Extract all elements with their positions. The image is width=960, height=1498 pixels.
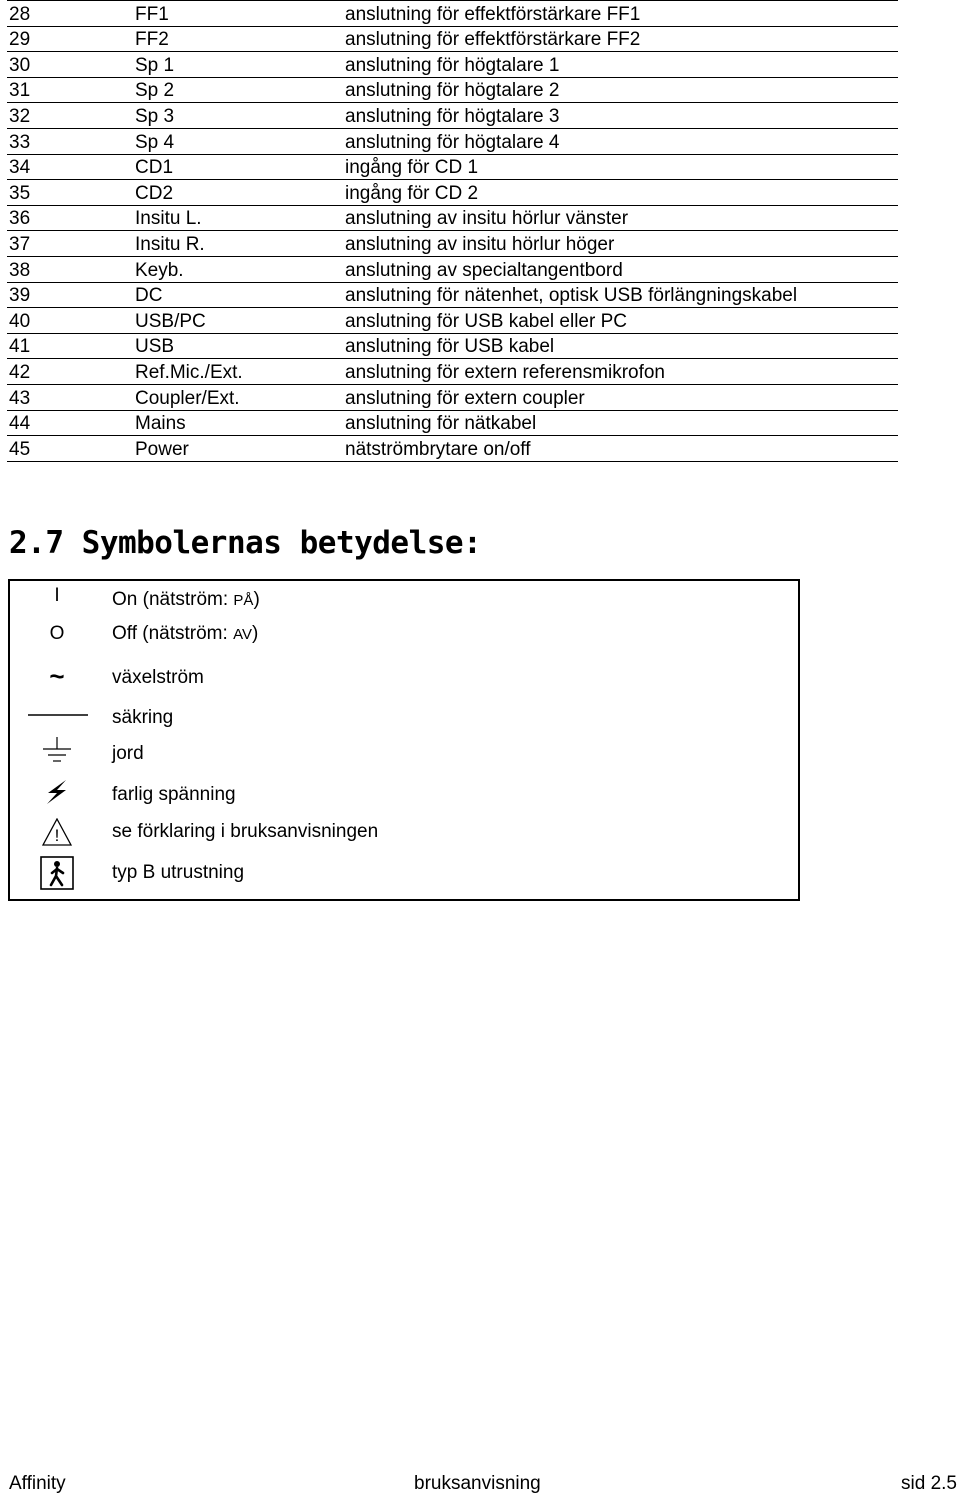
symbol-label-off: Off (nätström: AV) [112,623,259,644]
table-row [7,333,898,359]
connector-code: Coupler/Ext. [135,384,345,410]
dangerous-voltage-icon [22,779,92,805]
symbol-label-ac: växelström [112,667,204,688]
symbol-label-voltage: farlig spänning [112,784,236,805]
connector-code: FF1 [135,1,345,27]
warning-triangle-icon [22,817,92,847]
row-number: 30 [7,52,135,78]
table-row [7,103,898,129]
table-row [7,308,898,334]
connector-description: anslutning för högtalare 4 [345,128,898,154]
symbol-label-typeb: typ B utrustning [112,862,245,883]
table-row [7,410,898,436]
row-number: 29 [7,26,135,52]
row-number: 39 [7,282,135,308]
connector-code: CD1 [135,154,345,180]
table-row [7,384,898,410]
type-b-equipment-icon [22,855,92,891]
connector-code: Power [135,436,345,462]
row-number: 42 [7,359,135,385]
row-number: 44 [7,410,135,436]
fuse-icon [28,705,88,727]
row-number: 36 [7,205,135,231]
symbol-label-on: On (nätström: PÅ) [112,589,260,610]
connector-description: anslutning av insitu hörlur höger [345,231,898,257]
footer-brand: Affinity [9,1473,66,1494]
connector-description: anslutning av insitu hörlur vänster [345,205,898,231]
table-row [7,26,898,52]
connector-description: anslutning för USB kabel eller PC [345,308,898,334]
connector-description: nätströmbrytare on/off [345,436,898,462]
connector-code: FF2 [135,26,345,52]
table-row [7,231,898,257]
section-heading: 2.7 Symbolernas betydelse: [9,525,482,561]
connector-code: USB/PC [135,308,345,334]
page-footer [0,1472,960,1496]
connector-code: CD2 [135,180,345,206]
row-number: 40 [7,308,135,334]
footer-document-title: bruksanvisning [414,1473,541,1494]
row-number: 28 [7,1,135,27]
row-number: 32 [7,103,135,129]
row-number: 45 [7,436,135,462]
table-row [7,1,898,27]
row-number: 38 [7,256,135,282]
connector-code: DC [135,282,345,308]
connector-description: anslutning för effektförstärkare FF2 [345,26,898,52]
connector-description: anslutning för extern referensmikrofon [345,359,898,385]
connector-code: Insitu L. [135,205,345,231]
connector-description: anslutning för högtalare 3 [345,103,898,129]
row-number: 33 [7,128,135,154]
table-row [7,359,898,385]
connector-code: Sp 2 [135,77,345,103]
row-number: 43 [7,384,135,410]
connector-description: ingång för CD 1 [345,154,898,180]
row-number: 34 [7,154,135,180]
table-row [7,436,898,462]
connector-code: Mains [135,410,345,436]
connector-description: anslutning för effektförstärkare FF1 [345,1,898,27]
connections-table [7,0,898,462]
connector-description: anslutning för extern coupler [345,384,898,410]
symbol-label-manual: se förklaring i bruksanvisningen [112,821,379,842]
connector-code: Sp 1 [135,52,345,78]
connector-code: USB [135,333,345,359]
symbol-label-earth: jord [112,743,144,764]
symbol-label-fuse: säkring [112,707,174,728]
connector-description: anslutning för högtalare 1 [345,52,898,78]
off-icon: O [49,623,65,644]
connector-description: anslutning för USB kabel [345,333,898,359]
connector-code: Sp 3 [135,103,345,129]
svg-text:!: ! [54,826,60,845]
table-row [7,282,898,308]
row-number: 35 [7,180,135,206]
table-row [7,205,898,231]
connector-description: anslutning för högtalare 2 [345,77,898,103]
connector-description: anslutning för nätenhet, optisk USB förlängningskabel [345,282,898,308]
connector-code: Keyb. [135,256,345,282]
footer-page-number: sid 2.5 [901,1473,957,1494]
table-row [7,154,898,180]
connector-description: anslutning för nätkabel [345,410,898,436]
connector-code: Sp 4 [135,128,345,154]
earth-ground-icon [22,737,92,767]
table-row [7,256,898,282]
connector-code: Insitu R. [135,231,345,257]
row-number: 37 [7,231,135,257]
table-row [7,180,898,206]
connector-code: Ref.Mic./Ext. [135,359,345,385]
row-number: 41 [7,333,135,359]
symbols-box [8,579,800,901]
table-row [7,52,898,78]
on-icon: I [54,585,60,606]
table-row [7,77,898,103]
connector-description: ingång för CD 2 [345,180,898,206]
alternating-current-icon: ~ [49,661,65,691]
row-number: 31 [7,77,135,103]
connections-table-body [7,1,898,462]
table-row [7,128,898,154]
connector-description: anslutning av specialtangentbord [345,256,898,282]
